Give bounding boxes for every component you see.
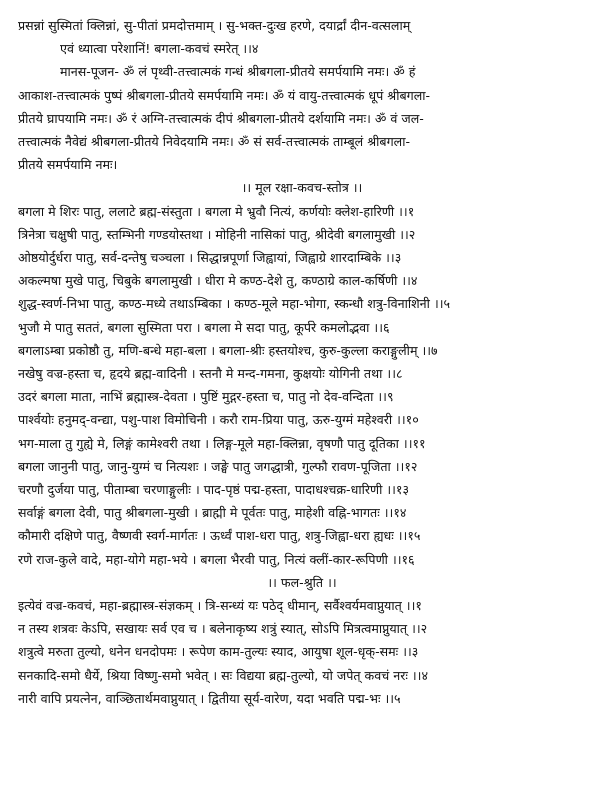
verse-line: पार्श्वयोः हनुमद्-वन्द्या, पशु-पाश विमोचिनी । करौ राम-प्रिया पातु, ऊरु-युग्मं महेश्वरी ।।१० <box>18 412 419 428</box>
verse-line: उदरं बगला माता, नाभिं ब्रह्मास्त्र-देवता । पुष्टिं मुद्गर-हस्ता च, पातु नो देव-वन्दिता ।।९ <box>18 389 394 405</box>
verse-line: नखेषु वज्र-हस्ता च, हृदये ब्रह्म-वादिनी । स्तनौ मे मन्द-गमना, कुक्षयोः योगिनी तथा ।।८ <box>18 366 403 382</box>
verse-line: बगला जानुनी पातु, जानु-युग्मं च नित्यशः । जङ्घे पातु जगद्धात्री, गुल्फौ रावण-पूजिता ।।१२ <box>18 458 418 474</box>
verse-line: भुजौ मे पातु सततं, बगला सुस्मिता परा । बगला मे सदा पातु, कूर्परे कमलोद्भवा ।।६ <box>18 319 390 335</box>
section-heading-phala: ।। फल-श्रुति ।। <box>267 574 337 590</box>
verse-line: त्रिनेत्रा चक्षुषी पातु, स्तम्भिनी गण्डयोस्तथा । मोहिनी नासिकां पातु, श्रीदेवी बगलामुखी ।।२ <box>18 226 416 242</box>
verse-line: कौमारी दक्षिणे पातु, वैष्णवी स्वर्ग-मार्गतः । ऊर्ध्वं पाश-धरा पातु, शत्रु-जिह्वा-धरा ह्यधः ।।१५ <box>18 528 421 544</box>
verse-line: रणे राज-कुले वादे, महा-योगे महा-भये । बगला भैरवी पातु, नित्यं क्लीं-कार-रूपिणी ।।१६ <box>18 551 415 567</box>
puja-line: प्रीतये घ्रापयामि नमः। ॐ रं अग्नि-तत्त्वात्मकं दीपं श्रीबगला-प्रीतये दर्शयामि नमः। ॐ वं जल- <box>18 110 424 126</box>
intro-line: एवं ध्यात्वा परेशानिं! बगला-कवचं स्मरेत् ।।४ <box>60 41 259 57</box>
verse-line: भग-माला तु गुह्ये मे, लिङ्गं कामेश्वरी तथा । लिङ्ग-मूले महा-क्लिन्ना, वृषणौ पातु दूतिका ।।११ <box>18 435 426 451</box>
phala-line: न तस्य शत्रवः केऽपि, सखायः सर्व एव च । बलेनाकृष्य शत्रुं स्यात्, सोऽपि मित्रत्वमाप्नुयात् ।।२ <box>18 621 428 637</box>
verse-line: शुद्ध-स्वर्ण-निभा पातु, कण्ठ-मध्ये तथाऽम्बिका । कण्ठ-मूले महा-भोगा, स्कन्धौ शत्रु-विनाशिनी ।।५ <box>18 296 451 312</box>
phala-line: इत्येवं वज्र-कवचं, महा-ब्रह्मास्त्र-संज्ञकम् । त्रि-सन्ध्यं यः पठेद् धीमान्, सर्वैश्वर्यमवाप्नुयात् ।।१ <box>18 598 422 614</box>
verse-line: सर्वाङ्गं बगला देवी, पातु श्रीबगला-मुखी । ब्राह्मी मे पूर्वतः पातु, माहेशी वह्नि-भागतः ।।१४ <box>18 505 407 521</box>
section-heading-raksha: ।। मूल रक्षा-कवच-स्तोत्र ।। <box>241 180 363 196</box>
verse-line: बगला मे शिरः पातु, ललाटे ब्रह्म-संस्तुता । बगला मे भ्रुवौ नित्यं, कर्णयोः क्लेश-हारिणी ।।१ <box>18 203 415 219</box>
phala-line: नारी वापि प्रयत्नेन, वाञ्छितार्थमवाप्नुयात् । द्वितीया सूर्य-वारेण, यदा भवति पद्म-भः ।।५ <box>18 690 401 706</box>
verse-line: अकल्मषा मुखे पातु, चिबुके बगलामुखी । धीरा मे कण्ठ-देशे तु, कण्ठाग्रे काल-कर्षिणी ।।४ <box>18 273 418 289</box>
verse-line: चरणौ दुर्जया पातु, पीताम्बा चरणाङ्गुलीः । पाद-पृष्ठं पद्म-हस्ता, पादाधश्चक्र-धारिणी ।।१३ <box>18 482 410 498</box>
phala-line: शत्रुत्वे मरुता तुल्यो, धनेन धनदोपमः । रूपेण काम-तुल्यः स्याद, आयुषा शूल-धृक्-समः ।।३ <box>18 644 419 660</box>
phala-line: सनकादि-समो धैर्ये, श्रिया विष्णु-समो भवेत् । सः विद्यया ब्रह्म-तुल्यो, यो जपेत् कवचं नरः ।।४ <box>18 667 428 683</box>
puja-line: प्रीतये समर्पयामि नमः। <box>18 157 118 173</box>
verse-line: बगलाऽम्बा प्रकोष्ठौ तु, मणि-बन्धे महा-बला । बगला-श्रीः हस्तयोश्च, कुरु-कुल्ला कराङ्गुलीम् ।।७ <box>18 342 438 358</box>
intro-line: प्रसन्नां सुस्मितां क्लिन्नां, सु-पीतां प्रमदोत्तमाम् । सु-भक्त-दुःख हरणे, दयार्द्रां दीन-वत्सलाम् <box>18 18 411 33</box>
puja-line: तत्त्वात्मकं नैवेद्यं श्रीबगला-प्रीतये निवेदयामि नमः। ॐ सं सर्व-तत्त्वात्मकं ताम्बूलं श्रीबगला- <box>18 134 411 150</box>
puja-line: मानस-पूजन- ॐ लं पृथ्वी-तत्त्वात्मकं गन्धं श्रीबगला-प्रीतये समर्पयामि नमः। ॐ हं <box>60 64 416 80</box>
verse-line: ओष्ठयोर्दुर्धरा पातु, सर्व-दन्तेषु चञ्चला । सिद्धान्नपूर्णा जिह्वायां, जिह्वाग्रे शारदाम्बिके ।।३ <box>18 250 402 266</box>
puja-line: आकाश-तत्त्वात्मकं पुष्पं श्रीबगला-प्रीतये समर्पयामि नमः। ॐ यं वायु-तत्त्वात्मकं धूपं श्रीबगला- <box>18 87 431 103</box>
